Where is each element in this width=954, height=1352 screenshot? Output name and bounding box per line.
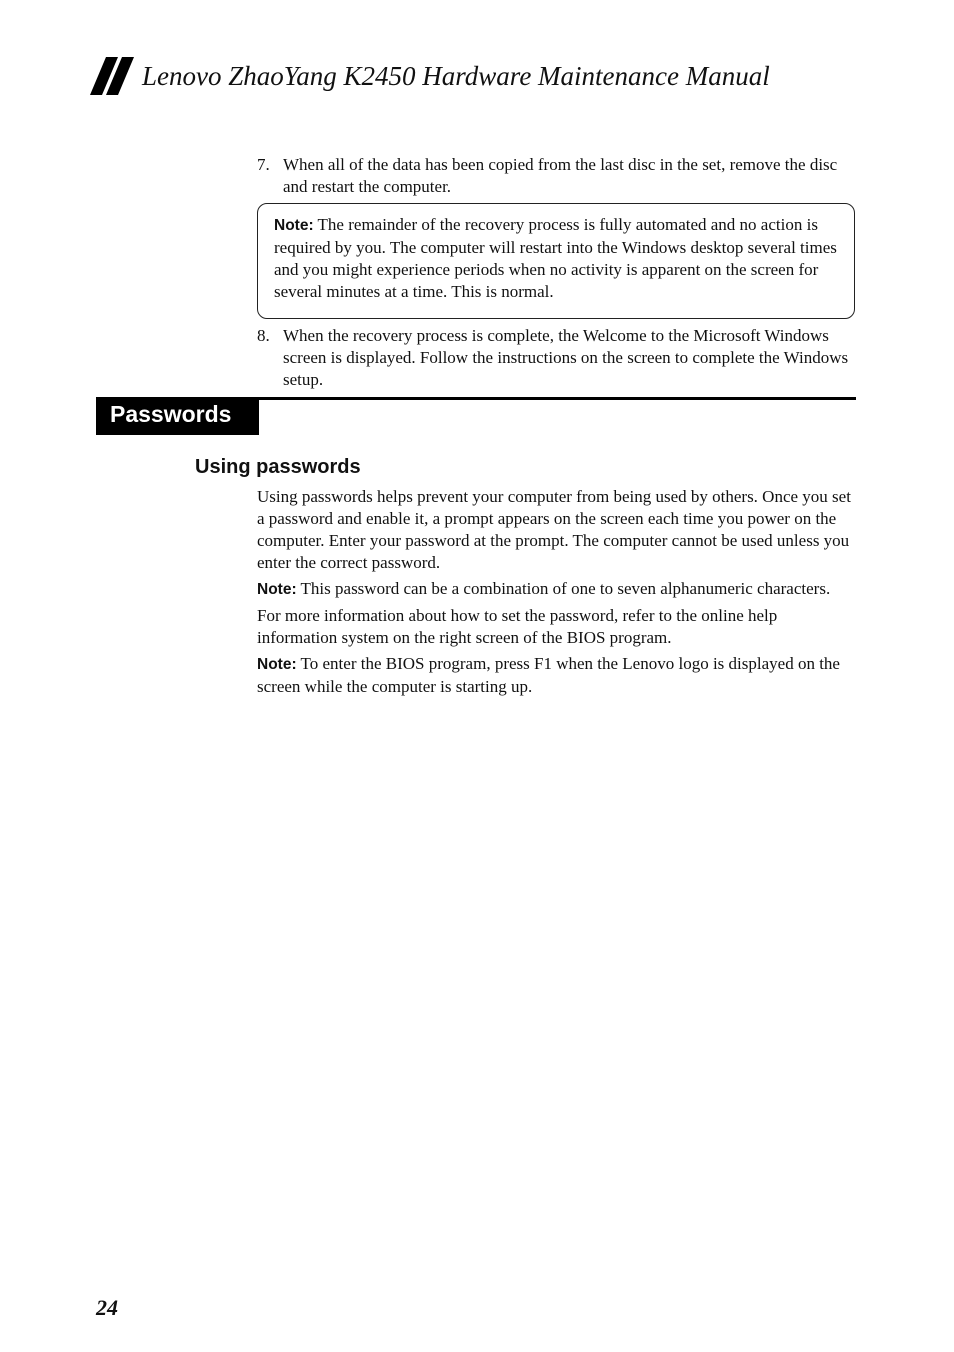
note-text: To enter the BIOS program, press F1 when the Lenovo logo is displayed on the screen while the computer is starting up. bbox=[257, 654, 840, 696]
note-label: Note: bbox=[274, 217, 314, 234]
step-7 bbox=[257, 154, 857, 198]
note-box bbox=[257, 203, 855, 319]
note-label: Note: bbox=[257, 656, 297, 673]
section-tab bbox=[96, 397, 259, 435]
page-header bbox=[90, 56, 770, 96]
note-text: The remainder of the recovery process is fully automated and no action is required by you. The computer will restart into the Windows desktop several times and you might experience periods when no activity is apparent on the screen for several minutes at a time. This is normal. bbox=[274, 215, 837, 301]
step-text: When all of the data has been copied from the last disc in the set, remove the disc and restart the computer. bbox=[283, 155, 838, 196]
manual-title: Lenovo ZhaoYang K2450 Hardware Maintenance Manual bbox=[142, 60, 770, 91]
subsection-title: Using passwords bbox=[195, 456, 361, 478]
note-bios-entry bbox=[257, 653, 857, 698]
step-8 bbox=[257, 325, 857, 391]
subsection-content bbox=[257, 486, 857, 702]
page-number: 24 bbox=[96, 1295, 118, 1320]
note-password-length bbox=[257, 578, 857, 601]
paragraph-intro: Using passwords helps prevent your computer from being used by others. Once you set a password and enable it, a prompt appears on the screen each time you power on the computer. Enter your password at the prompt. The computer cannot be used unless you enter the correct password. bbox=[257, 487, 851, 572]
paragraph-more-info: For more information about how to set the password, refer to the online help information system on the right screen of the BIOS program. bbox=[257, 606, 778, 647]
step-number: 8. bbox=[257, 326, 270, 345]
note-text: This password can be a combination of one to seven alphanumeric characters. bbox=[296, 579, 831, 598]
step-number: 7. bbox=[257, 155, 270, 174]
double-slash-icon bbox=[90, 57, 136, 95]
section-heading-bar bbox=[96, 397, 856, 435]
section-title: Passwords bbox=[110, 401, 232, 427]
note-label: Note: bbox=[257, 581, 297, 598]
step-text: When the recovery process is complete, the Welcome to the Microsoft Windows screen is displayed. Follow the instructions on the screen to complete the Windows setup. bbox=[283, 326, 849, 389]
